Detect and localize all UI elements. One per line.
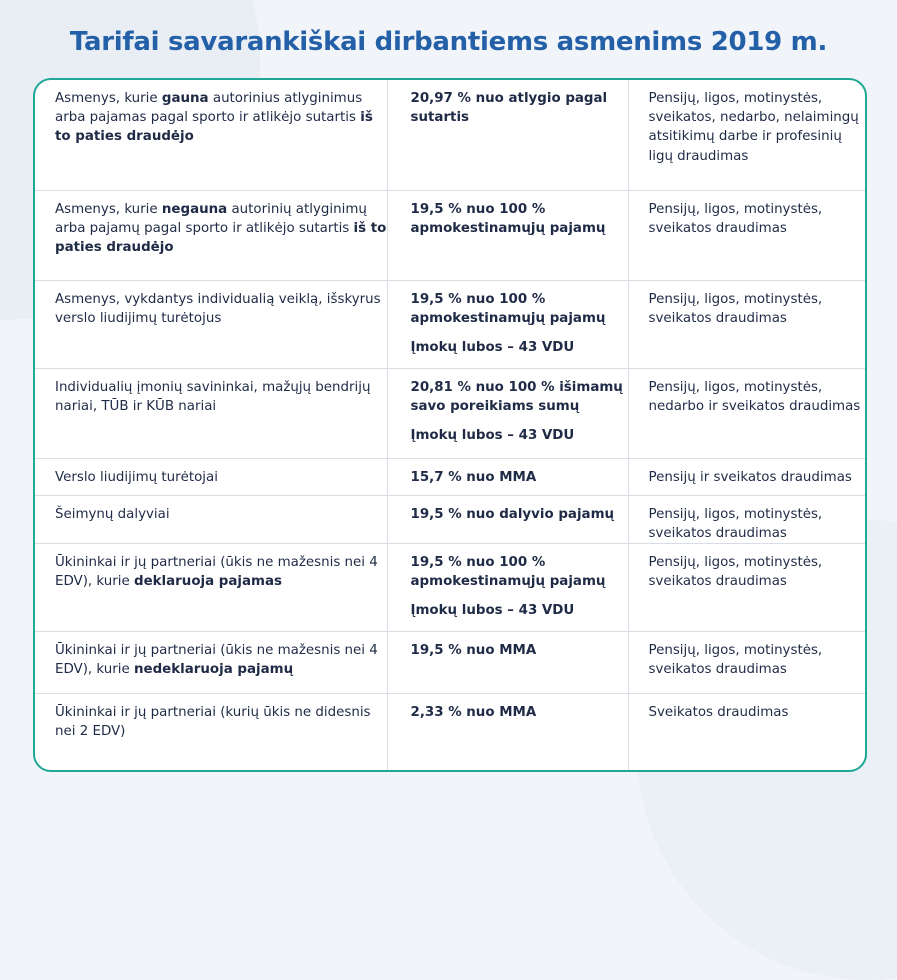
insurance-cell bbox=[628, 543, 867, 631]
insurance-cell bbox=[628, 80, 867, 190]
bold-text: 2,33 % nuo MMA bbox=[410, 704, 537, 720]
bold-text: deklaruoja pajamas bbox=[133, 574, 283, 590]
group-cell bbox=[35, 280, 387, 368]
bold-text: 19,5 % nuo 100 % apmokestinamųjų pajamų bbox=[410, 201, 606, 236]
cell-text: Pensijų, ligos, motinystės, sveikatos draudimas bbox=[648, 201, 823, 236]
group-cell bbox=[35, 368, 387, 458]
rate-cell bbox=[387, 693, 628, 772]
group-cell bbox=[35, 631, 387, 693]
group-cell bbox=[35, 693, 387, 772]
bold-text: 19,5 % nuo dalyvio pajamų bbox=[410, 506, 615, 522]
cell-text: Asmenys, kurie bbox=[55, 91, 162, 106]
table-row bbox=[35, 693, 867, 772]
bold-text: 20,97 % nuo atlygio pagal sutartis bbox=[410, 91, 608, 126]
group-cell bbox=[35, 458, 387, 495]
bold-text: 19,5 % nuo 100 % apmokestinamųjų pajamų bbox=[410, 291, 606, 326]
tariff-table bbox=[35, 80, 867, 772]
tariff-table-card bbox=[33, 78, 867, 772]
insurance-cell bbox=[628, 458, 867, 495]
cell-text: Pensijų, ligos, motinystės, sveikatos, nedarbo, nelaimingų atsitikimų darbe ir profesinių ligų draudimas bbox=[648, 91, 859, 164]
cell-text: Ūkininkai ir jų partneriai (kurių ūkis ne didesnis nei 2 EDV) bbox=[55, 704, 371, 740]
group-cell bbox=[35, 80, 387, 190]
cell-text: autorinių atlyginimų arba pajamų pagal sporto ir atlikėjo sutartis bbox=[55, 201, 367, 236]
insurance-cell bbox=[628, 190, 867, 280]
bold-text: gauna bbox=[161, 91, 209, 106]
rate-cell bbox=[387, 80, 628, 190]
group-cell bbox=[35, 190, 387, 280]
insurance-cell bbox=[628, 280, 867, 368]
insurance-cell bbox=[628, 693, 867, 772]
table-row bbox=[35, 280, 867, 368]
cell-text: Ūkininkai ir jų partneriai (ūkis ne mažesnis nei 4 EDV), kurie bbox=[55, 642, 378, 678]
table-row bbox=[35, 495, 867, 543]
cell-text: autorinius atlyginimus arba pajamas pagal sporto ir atlikėjo sutartis bbox=[55, 91, 363, 126]
rate-cell bbox=[387, 280, 628, 368]
rate-cell bbox=[387, 368, 628, 458]
insurance-cell bbox=[628, 368, 867, 458]
group-cell bbox=[35, 543, 387, 631]
insurance-cell bbox=[628, 631, 867, 693]
page-title: Tarifai savarankiškai dirbantiems asmenims 2019 m. bbox=[69, 27, 828, 57]
cell-text: Asmenys, kurie bbox=[55, 201, 162, 217]
table-row bbox=[35, 458, 867, 495]
cell-text: Šeimynų dalyviai bbox=[55, 506, 170, 522]
bold-text: nedeklaruoja pajamų bbox=[133, 662, 294, 678]
bold-text: iš to paties draudėjo bbox=[55, 110, 373, 145]
bold-text: Įmokų lubos – 43 VDU bbox=[410, 339, 575, 355]
bold-text: 19,5 % nuo MMA bbox=[410, 642, 537, 658]
rate-cell bbox=[387, 495, 628, 543]
cell-text: Pensijų, ligos, motinystės, sveikatos draudimas bbox=[648, 506, 823, 541]
tariff-table-body bbox=[35, 80, 867, 772]
cell-text: Pensijų ir sveikatos draudimas bbox=[648, 469, 852, 485]
cell-text: Verslo liudijimų turėtojai bbox=[55, 469, 218, 485]
cell-text: Pensijų, ligos, motinystės, sveikatos draudimas bbox=[648, 554, 823, 590]
bold-text: 15,7 % nuo MMA bbox=[410, 469, 537, 485]
bold-text: negauna bbox=[161, 201, 228, 217]
cell-text: Individualių įmonių savininkai, mažųjų bendrijų nariai, TŪB ir KŪB nariai bbox=[55, 379, 371, 414]
cell-text: Sveikatos draudimas bbox=[648, 704, 789, 720]
rate-cell bbox=[387, 458, 628, 495]
table-row bbox=[35, 631, 867, 693]
cell-text: Asmenys, vykdantys individualią veiklą, išskyrus verslo liudijimų turėtojus bbox=[55, 291, 381, 326]
group-cell bbox=[35, 495, 387, 543]
cell-text: Ūkininkai ir jų partneriai (ūkis ne mažesnis nei 4 EDV), kurie bbox=[55, 554, 378, 590]
bold-text: iš to paties draudėjo bbox=[55, 220, 387, 255]
table-row bbox=[35, 543, 867, 631]
bold-text: 20,81 % nuo 100 % išimamų savo poreikiams sumų bbox=[410, 379, 623, 414]
rate-cell bbox=[387, 190, 628, 280]
bold-text: Įmokų lubos – 43 VDU bbox=[410, 603, 575, 619]
table-row bbox=[35, 368, 867, 458]
bold-text: Įmokų lubos – 43 VDU bbox=[410, 427, 575, 443]
insurance-cell bbox=[628, 495, 867, 543]
cell-text: Pensijų, ligos, motinystės, sveikatos draudimas bbox=[648, 642, 823, 678]
rate-cell bbox=[387, 631, 628, 693]
bold-text: 19,5 % nuo 100 % apmokestinamųjų pajamų bbox=[410, 554, 606, 590]
cell-text: Pensijų, ligos, motinystės, sveikatos draudimas bbox=[648, 291, 823, 326]
table-row bbox=[35, 80, 867, 190]
cell-text: Pensijų, ligos, motinystės, nedarbo ir sveikatos draudimas bbox=[648, 379, 861, 414]
rate-cell bbox=[387, 543, 628, 631]
table-row bbox=[35, 190, 867, 280]
